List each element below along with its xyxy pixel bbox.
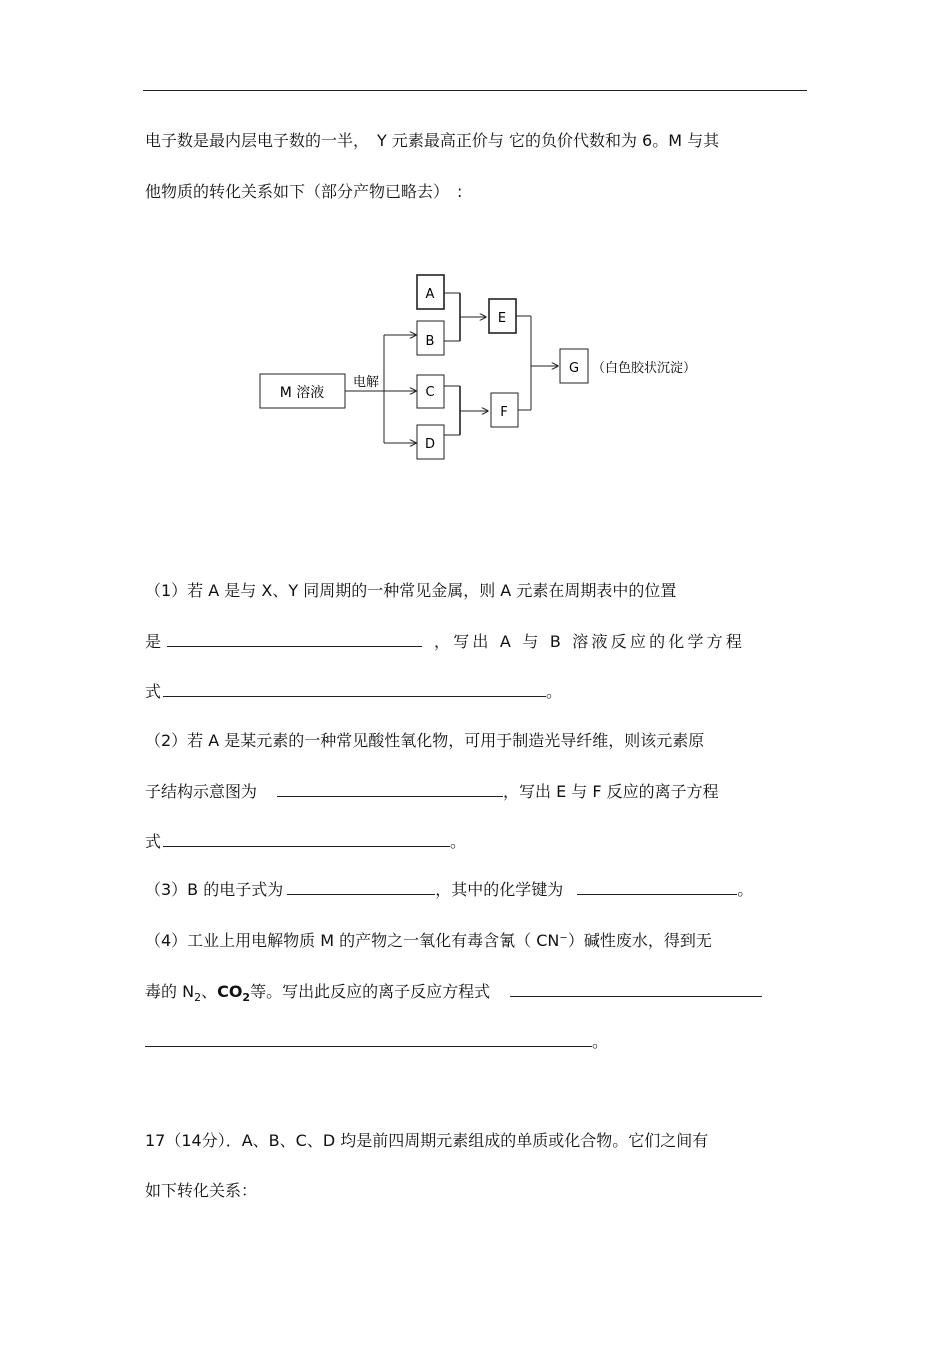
q1-line-2-post: ，写出 A 与 B 溶液反应的化学方程 bbox=[434, 632, 746, 651]
q1-line-3 bbox=[145, 680, 562, 703]
box-f-label: F bbox=[500, 405, 508, 420]
q4-line-2-pre: 毒的 N bbox=[145, 982, 195, 1001]
box-e-label: E bbox=[497, 311, 507, 326]
q17-line-1: 17（14分）．A、B、C、D 均是前四周期元素组成的单质或化合物。它们之间有 bbox=[145, 1131, 709, 1150]
answer-blank-position[interactable] bbox=[167, 630, 422, 647]
q2-line-3 bbox=[145, 830, 466, 853]
q4-subscript-co2: 2 bbox=[242, 991, 251, 1005]
q3-mid: ，其中的化学键为 bbox=[435, 880, 564, 899]
electrolysis-label: 电解 bbox=[353, 375, 380, 390]
q1-line-2-pre: 是 bbox=[145, 632, 162, 651]
q1-line-3-pre: 式 bbox=[145, 682, 162, 701]
box-b-label: B bbox=[425, 334, 435, 349]
q3-line bbox=[145, 878, 753, 901]
q2-line-2-post: ，写出 E 与 F 反应的离子方程 bbox=[503, 782, 719, 801]
intro-line-1: 电子数是最内层电子数的一半， Y 元素最高正价与 它的负价代数和为 6。M 与其 bbox=[145, 131, 720, 150]
q1-line-3-post: 。 bbox=[546, 682, 563, 701]
answer-blank-equation-1[interactable] bbox=[163, 680, 546, 697]
q4-line-3-post: 。 bbox=[592, 1032, 609, 1051]
q17-line-2: 如下转化关系： bbox=[145, 1181, 258, 1200]
q2-line-1: （2）若 A 是某元素的一种常见酸性氧化物，可用于制造光导纤维，则该元素原 bbox=[145, 731, 705, 750]
q1-line-1: （1）若 A 是与 X、Y 同周期的一种常见金属，则 A 元素在周期表中的位置 bbox=[145, 581, 677, 600]
header-rule bbox=[143, 90, 807, 91]
answer-blank-electron-formula[interactable] bbox=[287, 878, 435, 895]
q4-line-3 bbox=[145, 1030, 608, 1053]
q1-line-2 bbox=[145, 630, 807, 653]
answer-blank-ionic-equation-1[interactable] bbox=[163, 830, 450, 847]
q2-line-2 bbox=[145, 780, 719, 803]
box-m-solution-label: M 溶液 bbox=[279, 385, 325, 401]
q3-pre: （3）B 的电子式为 bbox=[145, 880, 284, 899]
box-a-label: A bbox=[425, 287, 435, 302]
q4-subscript-n: 2 bbox=[194, 991, 202, 1005]
answer-blank-ionic-equation-2b[interactable] bbox=[145, 1030, 592, 1047]
q4-line-2-mid: 、 bbox=[201, 982, 218, 1001]
box-d-label: D bbox=[424, 437, 436, 452]
answer-blank-ionic-equation-2a[interactable] bbox=[510, 980, 762, 997]
q2-line-2-pre: 子结构示意图为 bbox=[145, 782, 258, 801]
q3-post: 。 bbox=[737, 880, 754, 899]
answer-blank-chemical-bond[interactable] bbox=[577, 878, 737, 895]
reaction-diagram bbox=[250, 265, 720, 465]
q2-line-3-pre: 式 bbox=[145, 832, 162, 851]
intro-line-2: 他物质的转化关系如下（部分产物已略去） : bbox=[145, 182, 463, 201]
q4-line-1: （4）工业上用电解物质 M 的产物之一氧化有毒含氰（ CN⁻）碱性废水，得到无 bbox=[145, 931, 712, 950]
q4-line-2 bbox=[145, 980, 762, 1009]
q2-line-3-post: 。 bbox=[450, 832, 467, 851]
g-note: （白色胶状沉淀） bbox=[592, 361, 697, 376]
box-c-label: C bbox=[425, 385, 435, 400]
q4-line-2-post: 等。写出此反应的离子反应方程式 bbox=[250, 982, 491, 1001]
answer-blank-atom-diagram[interactable] bbox=[277, 780, 503, 797]
box-g-label: G bbox=[568, 361, 580, 376]
q4-co2: CO bbox=[217, 982, 243, 1001]
